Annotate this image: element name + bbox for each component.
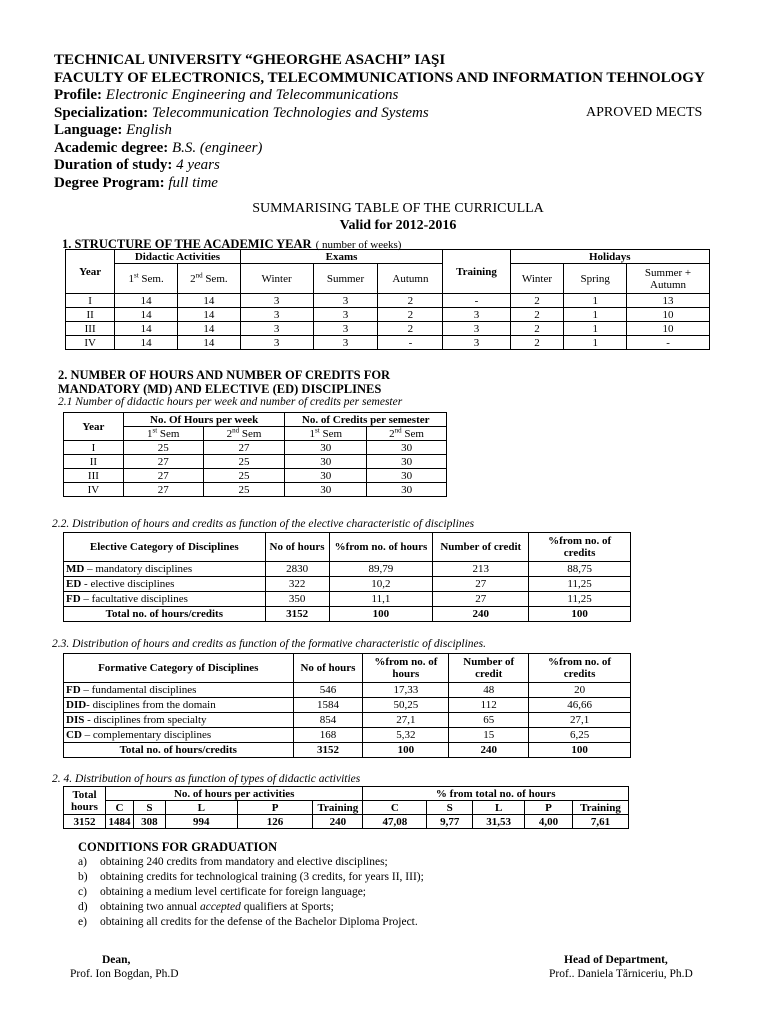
section2-heading-2: MANDATORY (MD) AND ELECTIVE (ED) DISCIPLINES [58,382,382,396]
col-holidays: Holidays [510,250,709,264]
col-training: Training [443,250,510,294]
col-hours: No of hours [265,533,329,562]
col-category: Formative Category of Disciplines [64,654,294,683]
section1-heading: 1. STRUCTURE OF THE ACADEMIC YEAR ( number of weeks) [62,237,402,251]
col-credit: Number of credit [449,654,529,683]
valid-for: Valid for 2012-2016 [339,218,457,233]
col-sem2: 2nd Sem [367,427,447,441]
approved-stamp: APROVED MECTS [586,105,703,120]
page-title: SUMMARISING TABLE OF THE CURRICULLA [252,201,544,216]
table-row: FD – fundamental disciplines 546 17,33 48 20 [64,683,631,698]
table-row: MD – mandatory disciplines 2830 89,79 213 88,75 [64,562,631,577]
table-row: 3152 1484 308 994 126 240 47,08 9,77 31,53 4,00 7,61 [64,815,629,829]
table-row: I 14 14 3 3 2 - 2 1 13 [66,294,710,308]
table-row: IV 27 25 30 30 [64,483,447,497]
hours-credits-table [63,412,447,497]
list-item: b) obtaining credits for technological training (3 credits, for years II, III); [78,871,424,883]
col-sem1: 1st Sem. [115,264,178,294]
col-didactic: Didactic Activities [115,250,240,264]
col-hours: No of hours [293,654,363,683]
section24-caption: 2. 4. Distribution of hours as function of types of didactic activities [52,773,361,785]
program-line: Degree Program: full time [54,174,218,191]
profile-line: Profile: Electronic Engineering and Telecommunications [54,87,399,103]
degree-line: Academic degree: B.S. (engineer) [54,139,263,156]
col-exams: Exams [240,250,443,264]
conditions-heading: CONDITIONS FOR GRADUATION [78,840,278,854]
academic-year-table [65,249,710,350]
table-row: III 14 14 3 3 2 3 2 1 10 [66,322,710,336]
col-year: Year [64,413,124,441]
list-item: a) obtaining 240 credits from mandatory and elective disciplines; [78,856,388,868]
university-name: TECHNICAL UNIVERSITY “GHEORGHE ASACHI” IAŞI [54,52,446,68]
col-exam-summer: Summer [313,264,378,294]
table-row: III 27 25 30 30 [64,469,447,483]
table-row: I 25 27 30 30 [64,441,447,455]
elective-distribution-table [63,532,631,622]
activities-table: Total hours No. of hours per activities % from total no. of hours C S L P Training C S L P Training 3152 1484 308 994 126 240 47,08 9,77 31,53 4,00 7,61 [63,786,629,829]
language-line: Language: English [54,122,172,138]
section21-caption: 2.1 Number of didactic hours per week and number of credits per semester [58,396,403,408]
table-row: II 27 25 30 30 [64,455,447,469]
col-credits-sem: No. of Credits per semester [285,413,447,427]
section22-caption: 2.2. Distribution of hours and credits as function of the elective characteristic of disciplines [52,518,475,530]
col-hours-week: No. Of Hours per week [123,413,285,427]
formative-distribution-table [63,653,631,758]
col-sem1: 1st Sem [123,427,203,441]
table-row: DID- disciplines from the domain 1584 50,25 112 46,66 [64,698,631,713]
col-sem1: 1st Sem [285,427,367,441]
dean-title: Dean, [102,954,131,966]
table-row: CD – complementary disciplines 168 5,32 15 6,25 [64,728,631,743]
section2-heading-1: 2. NUMBER OF HOURS AND NUMBER OF CREDITS FOR [58,368,391,382]
col-sem2: 2nd Sem. [177,264,240,294]
total-row: Total no. of hours/credits 3152 100 240 100 [64,607,631,622]
col-exam-winter: Winter [240,264,313,294]
col-pct-hours: %from no. of hours [329,533,433,562]
total-row: Total no. of hours/credits 3152 100 240 100 [64,743,631,758]
table-row: DIS - disciplines from specialty 854 27,1 65 27,1 [64,713,631,728]
list-item: d) obtaining two annual accepted qualifiers at Sports; [78,901,334,913]
list-item: c) obtaining a medium level certificate for foreign language; [78,886,366,898]
col-year: Year [66,250,115,294]
specialization-line: Specialization: Telecommunication Technologies and Systems [54,104,429,121]
table-row: FD – facultative disciplines 350 11,1 27 11,25 [64,592,631,607]
col-sem2: 2nd Sem [203,427,285,441]
dean-name: Prof. Ion Bogdan, Ph.D [70,968,179,980]
header-block [54,52,705,192]
col-pct-credits: %from no. of credits [529,654,631,683]
col-pct-credits: %from no. of credits [529,533,631,562]
faculty-name: FACULTY OF ELECTRONICS, TELECOMMUNICATIONS AND INFORMATION TEHNOLOGY [54,69,705,86]
col-credit: Number of credit [433,533,529,562]
col-hours-per-activity: No. of hours per activities [105,787,362,801]
head-title: Head of Department, [564,954,668,966]
col-category: Elective Category of Disciplines [64,533,266,562]
section23-caption: 2.3. Distribution of hours and credits as function of the formative characteristic of disciplines. [52,638,486,650]
col-hol-winter: Winter [510,264,564,294]
col-pct-total: % from total no. of hours [363,787,629,801]
col-hol-spring: Spring [564,264,627,294]
col-total-hours: Total hours [64,787,106,815]
head-name: Prof.. Daniela Tărniceriu, Ph.D [549,968,693,980]
table-row: IV 14 14 3 3 - 3 2 1 - [66,336,710,350]
duration-line: Duration of study: 4 years [54,157,220,173]
table-row: ED - elective disciplines 322 10,2 27 11,25 [64,577,631,592]
table-row: II 14 14 3 3 2 3 2 1 10 [66,308,710,322]
list-item: e) obtaining all credits for the defense of the Bachelor Diploma Project. [78,916,418,928]
col-exam-autumn: Autumn [378,264,443,294]
conditions-list [78,855,424,930]
col-hol-summer-autumn: Summer + Autumn [627,264,710,294]
col-pct-hours: %from no. of hours [363,654,449,683]
